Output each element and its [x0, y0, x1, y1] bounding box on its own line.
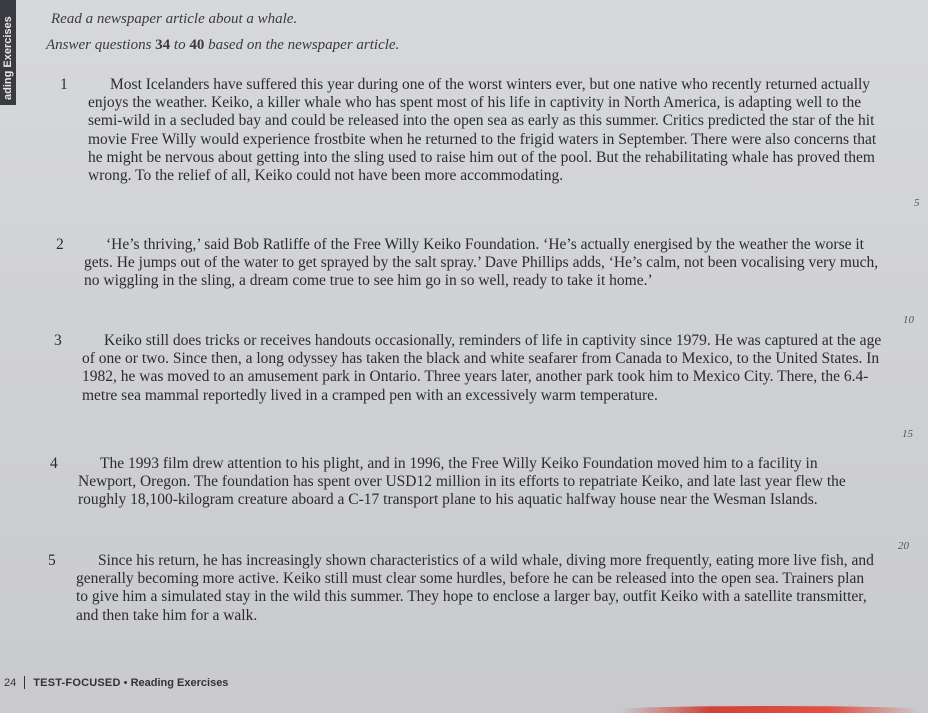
instruction-line-1	[51, 11, 297, 28]
paragraph-text: Most Icelanders have suffered this year during one of the worst winters ever, but one native who recently returned actually enjoys the weather. Keiko, a killer whale who has spent most of his life in captivity in North America, is adapting well to the semi-wild in a secluded bay and could be released into the open sea as early as this summer. Critics predicted the star of the hit movie Free Willy would experience frostbite when he returned to the frigid waters in September. There were also concerns that he might be nervous about getting into the sling used to raise him out of the pool. But the rehabilitating whale has proved them wrong. To the relief of all, Keiko could not have been more accommodating.	[88, 76, 877, 185]
line-number-15: 15	[902, 428, 913, 440]
instruction-text-2b: to	[170, 37, 190, 53]
paragraph-2	[56, 236, 888, 291]
section-side-tab	[0, 0, 16, 105]
instruction-text-2c: based on the newspaper article.	[204, 37, 400, 53]
footer-section: Reading Exercises	[130, 676, 229, 689]
side-tab-label: ading Exercises	[2, 16, 14, 100]
paragraph-number: 3	[54, 332, 62, 349]
paragraph-text: ‘He’s thriving,’ said Bob Ratliffe of the Free Willy Keiko Foundation. ‘He’s actually energised by the weather the worse it gets. He jumps out of the water to get sprayed by the salt spray.’ Dave Phillips adds, ‘He’s calm, not been vocalising very much, no wiggling in the sling, a dream come true to see him go in so well, ready to take it home.’	[84, 236, 879, 290]
line-number-5: 5	[914, 197, 920, 209]
paragraph-number: 5	[48, 552, 56, 569]
paragraph-1	[60, 76, 888, 185]
paragraph-number: 1	[60, 76, 68, 93]
footer-brand: TEST-FOCUSED	[33, 676, 121, 689]
line-number-20: 20	[898, 540, 909, 552]
page-edge-decoration	[620, 706, 920, 713]
instruction-line-2	[46, 37, 399, 54]
footer-bullet: •	[123, 676, 128, 689]
paragraph-text: Keiko still does tricks or receives handouts occasionally, reminders of life in captivity since 1979. He was captured at the age of one or two. Since then, a long odyssey has taken the black and white seafarer from Canada to Mexico, to the United States. In 1982, he was moved to an amusement park in Ontario. Three years later, another park took him to Mexico City. There, the 6.4-metre sea mammal reportedly lived in a cramped pen with an excessively warm temperature.	[82, 332, 882, 404]
paragraph-text: Since his return, he has increasingly shown characteristics of a wild whale, diving more frequently, eating more live fish, and generally becoming more active. Keiko still must clear some hurdles, before he can be released into the open sea. Trainers plan to give him a simulated stay in the wild this summer. They hope to enclose a larger bay, outfit Keiko with a satellite transmitter, and then take him for a walk.	[76, 552, 874, 624]
question-end: 40	[189, 37, 205, 53]
page-footer	[4, 676, 228, 689]
page-number: 24	[4, 676, 17, 689]
footer-divider	[24, 676, 25, 689]
paragraph-4	[50, 455, 878, 510]
paragraph-text: The 1993 film drew attention to his plight, and in 1996, the Free Willy Keiko Foundation moved him to a facility in Newport, Oregon. The foundation has spent over USD12 million in its efforts to repatriate Keiko, and late last year flew the roughly 18,100-kilogram creature aboard a C-17 transport plane to his aquatic halfway house near the Wesman Islands.	[78, 455, 846, 509]
instruction-text-1: Read a newspaper article about a whale.	[51, 11, 298, 27]
instruction-text-2a: Answer questions	[46, 37, 156, 53]
paragraph-5	[48, 552, 876, 625]
paragraph-3	[54, 332, 882, 405]
paragraph-number: 4	[50, 455, 58, 472]
line-number-10: 10	[903, 314, 914, 326]
question-start: 34	[155, 37, 171, 53]
paragraph-number: 2	[56, 236, 64, 253]
